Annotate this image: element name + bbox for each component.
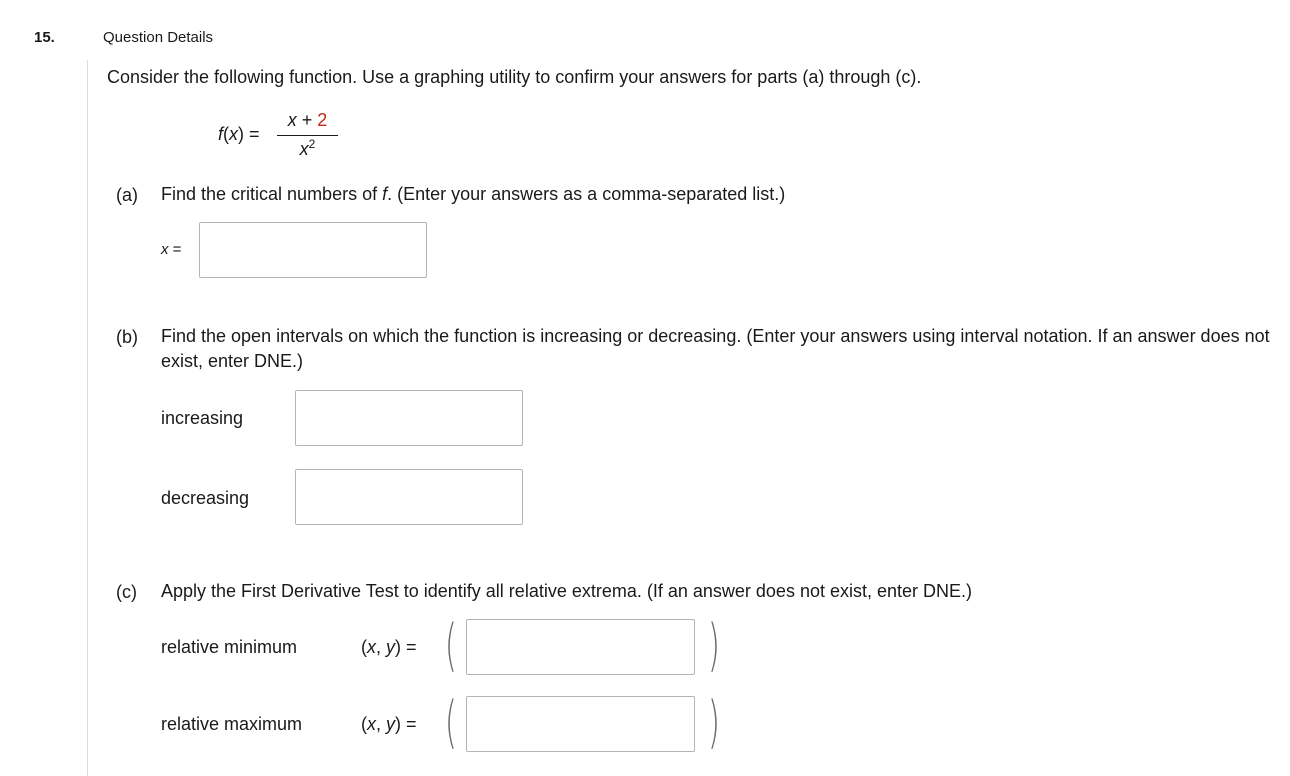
decreasing-input[interactable] xyxy=(295,469,523,525)
decreasing-label: decreasing xyxy=(161,488,250,508)
fraction-denominator xyxy=(277,138,338,160)
x-equals-label: x = xyxy=(161,241,182,258)
increasing-label: increasing xyxy=(161,408,244,428)
numerator-variable: x + xyxy=(287,110,318,130)
increasing-input[interactable] xyxy=(295,390,523,446)
part-c-label: (c) xyxy=(116,582,137,602)
min-xy-label xyxy=(361,637,417,658)
relative-minimum-input[interactable] xyxy=(466,619,695,675)
divider xyxy=(87,60,88,776)
relative-maximum-input[interactable] xyxy=(466,696,695,752)
part-a-text: Find the critical numbers of f. (Enter your answers as a comma-separated list.) xyxy=(161,184,786,204)
max-close-paren: ) xyxy=(707,690,720,755)
question-intro: Consider the following function. Use a graphing utility to confirm your answers for parts (a) through (c). xyxy=(107,67,922,87)
max-xy-label xyxy=(361,714,417,735)
max-xy-text: (x, y) = xyxy=(361,714,417,734)
part-b-text: Find the open intervals on which the function is increasing or decreasing. (Enter your answers using interval notation. If an answer does not exist, enter DNE.) xyxy=(161,326,1270,371)
min-open-paren: ( xyxy=(444,613,457,678)
min-xy-text: (x, y) = xyxy=(361,637,417,657)
function-lhs: f(x) = xyxy=(218,124,260,144)
denominator-base: x xyxy=(299,139,309,159)
function-fraction xyxy=(277,108,338,160)
critical-numbers-input[interactable] xyxy=(199,222,427,278)
question-details-label: Question Details xyxy=(103,29,214,46)
relative-maximum-label: relative maximum xyxy=(161,714,303,734)
part-b-label: (b) xyxy=(116,327,138,347)
part-a-label: (a) xyxy=(116,185,138,205)
min-close-paren: ) xyxy=(707,613,720,678)
fraction-numerator xyxy=(277,108,338,132)
part-c-text: Apply the First Derivative Test to identify all relative extrema. (If an answer does not exist, enter DNE.) xyxy=(161,581,973,601)
numerator-constant: 2 xyxy=(317,110,328,130)
max-open-paren: ( xyxy=(444,690,457,755)
fraction-bar xyxy=(277,135,338,136)
denominator-exponent: 2 xyxy=(308,137,316,151)
relative-minimum-label: relative minimum xyxy=(161,637,298,657)
question-number: 15. xyxy=(34,29,55,46)
